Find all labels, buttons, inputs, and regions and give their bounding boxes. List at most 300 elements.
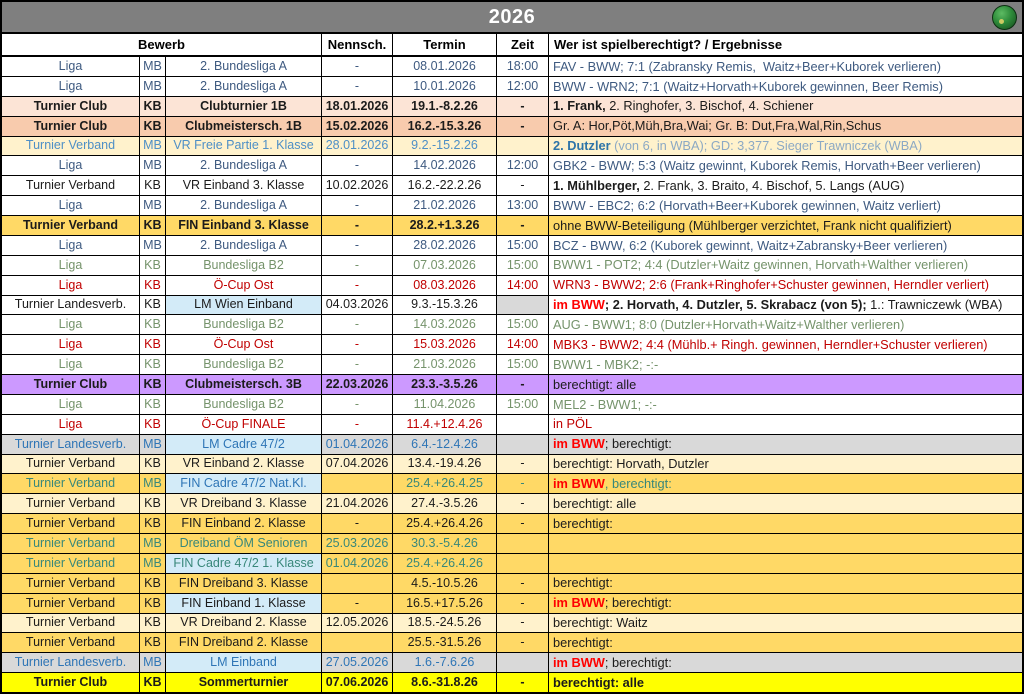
info-cell[interactable]	[549, 494, 1022, 513]
table-row	[2, 315, 1022, 335]
termin-cell[interactable]: 08.03.2026	[393, 276, 497, 295]
termin-cell[interactable]: 07.03.2026	[393, 256, 497, 275]
info-cell[interactable]	[549, 534, 1022, 553]
nennsch-cell[interactable]: -	[322, 196, 393, 215]
nennsch-cell[interactable]: 07.06.2026	[322, 673, 393, 692]
competition-cell[interactable]: Ö-Cup Ost	[166, 276, 322, 295]
type-cell[interactable]: KB	[140, 335, 166, 354]
bewerb-cell[interactable]: Turnier Landesverb.	[2, 435, 140, 454]
table-row	[2, 57, 1022, 77]
zeit-cell[interactable]	[497, 435, 549, 454]
table-row	[2, 77, 1022, 97]
zeit-cell[interactable]: -	[497, 375, 549, 394]
info-text-segment: 2. Ringhofer, 3. Bischof, 4. Schiener	[609, 98, 814, 114]
type-cell[interactable]: KB	[140, 455, 166, 474]
termin-cell[interactable]: 19.1.-8.2.26	[393, 97, 497, 116]
bewerb-cell[interactable]: Liga	[2, 315, 140, 334]
info-text-segment: BWW - WRN2; 7:1 (Waitz+Horvath+Kuborek gewinnen, Beer Remis)	[553, 78, 943, 94]
info-text-segment: berechtigt: alle	[553, 495, 637, 511]
type-cell[interactable]: KB	[140, 633, 166, 652]
zeit-cell[interactable]: 15:00	[497, 355, 549, 374]
termin-cell[interactable]: 1.6.-7.6.26	[393, 653, 497, 672]
bewerb-cell[interactable]: Turnier Club	[2, 117, 140, 136]
info-text-segment: (von 6, in WBA); GD: 3,377. Sieger Trawniczek (WBA)	[614, 138, 923, 154]
nennsch-cell[interactable]: -	[322, 594, 393, 613]
zeit-cell[interactable]: 12:00	[497, 156, 549, 175]
info-cell[interactable]	[549, 653, 1022, 672]
type-cell[interactable]: KB	[140, 256, 166, 275]
zeit-cell[interactable]: 15:00	[497, 315, 549, 334]
info-text-segment: ohne BWW-Beteiligung (Mühlberger verzichtet, Frank nicht qualifiziert)	[553, 217, 952, 233]
type-cell[interactable]: MB	[140, 474, 166, 493]
zeit-cell[interactable]: -	[497, 176, 549, 195]
termin-cell[interactable]: 25.4.+26.4.26	[393, 514, 497, 533]
zeit-cell[interactable]: -	[497, 474, 549, 493]
bewerb-cell[interactable]: Liga	[2, 355, 140, 374]
info-cell[interactable]	[549, 673, 1022, 692]
zeit-cell[interactable]: 15:00	[497, 236, 549, 255]
zeit-cell[interactable]: -	[497, 673, 549, 692]
competition-cell[interactable]: Clubmeistersch. 3B	[166, 375, 322, 394]
competition-cell[interactable]: Clubturnier 1B	[166, 97, 322, 116]
table-row	[2, 554, 1022, 574]
info-cell[interactable]	[549, 156, 1022, 175]
bewerb-cell[interactable]: Liga	[2, 256, 140, 275]
table-row	[2, 673, 1022, 692]
table-row	[2, 97, 1022, 117]
zeit-cell[interactable]: -	[497, 494, 549, 513]
info-text-segment: AUG - BWW1; 8:0 (Dutzler+Horvath+Waitz+Walther verlieren)	[553, 317, 905, 333]
info-cell[interactable]	[549, 216, 1022, 235]
table-row	[2, 614, 1022, 634]
table-row	[2, 653, 1022, 673]
nennsch-cell[interactable]: -	[322, 355, 393, 374]
termin-cell[interactable]: 14.02.2026	[393, 156, 497, 175]
zeit-cell[interactable]: 14:00	[497, 335, 549, 354]
termin-cell[interactable]: 9.3.-15.3.26	[393, 296, 497, 315]
nennsch-cell[interactable]: 07.04.2026	[322, 455, 393, 474]
info-text-segment: BWW1 - MBK2; -:-	[553, 356, 659, 372]
bewerb-cell[interactable]: Turnier Verband	[2, 474, 140, 493]
zeit-cell[interactable]: -	[497, 633, 549, 652]
nennsch-cell[interactable]: -	[322, 256, 393, 275]
termin-cell[interactable]: 10.01.2026	[393, 77, 497, 96]
competition-cell[interactable]: LM Cadre 47/2	[166, 435, 322, 454]
zeit-cell[interactable]: -	[497, 117, 549, 136]
competition-cell[interactable]: 2. Bundesliga A	[166, 236, 322, 255]
type-cell[interactable]: KB	[140, 494, 166, 513]
competition-cell[interactable]: 2. Bundesliga A	[166, 156, 322, 175]
info-text-segment: im BWW	[553, 595, 605, 611]
nennsch-cell[interactable]: 21.04.2026	[322, 494, 393, 513]
zeit-cell[interactable]: -	[497, 574, 549, 593]
termin-cell[interactable]: 8.6.-31.8.26	[393, 673, 497, 692]
info-text-segment: 1.: Trawniczewk (WBA)	[870, 297, 1003, 313]
table-row	[2, 276, 1022, 296]
bewerb-cell[interactable]: Turnier Verband	[2, 594, 140, 613]
nennsch-cell[interactable]: -	[322, 395, 393, 414]
nennsch-cell[interactable]: 22.03.2026	[322, 375, 393, 394]
info-cell[interactable]	[549, 415, 1022, 434]
table-row	[2, 534, 1022, 554]
competition-cell[interactable]: FIN Einband 3. Klasse	[166, 216, 322, 235]
competition-cell[interactable]: VR Dreiband 3. Klasse	[166, 494, 322, 513]
table-row	[2, 395, 1022, 415]
info-text-segment: berechtigt: alle	[553, 674, 645, 690]
info-cell[interactable]	[549, 196, 1022, 215]
info-text-segment: MBK3 - BWW2; 4:4 (Mühlb.+ Ringh. gewinnen, Herndler+Schuster verlieren)	[553, 336, 988, 352]
info-text-segment: , berechtigt:	[604, 476, 672, 492]
table-row	[2, 574, 1022, 594]
nennsch-cell[interactable]: 18.01.2026	[322, 97, 393, 116]
termin-cell[interactable]: 30.3.-5.4.26	[393, 534, 497, 553]
bewerb-cell[interactable]: Liga	[2, 395, 140, 414]
info-cell[interactable]	[549, 335, 1022, 354]
info-text-segment: berechtigt:	[553, 515, 613, 531]
bewerb-cell[interactable]: Liga	[2, 276, 140, 295]
competition-cell[interactable]: Sommerturnier	[166, 673, 322, 692]
type-cell[interactable]: KB	[140, 315, 166, 334]
type-cell[interactable]: KB	[140, 355, 166, 374]
info-cell[interactable]	[549, 97, 1022, 116]
bewerb-cell[interactable]: Turnier Verband	[2, 455, 140, 474]
zeit-cell[interactable]: 15:00	[497, 395, 549, 414]
year-banner	[2, 2, 1022, 34]
type-cell[interactable]: KB	[140, 117, 166, 136]
competition-cell[interactable]: Ö-Cup Ost	[166, 335, 322, 354]
table-row	[2, 474, 1022, 494]
info-text-segment: berechtigt: Horvath, Dutzler	[553, 456, 709, 472]
termin-cell[interactable]: 08.01.2026	[393, 57, 497, 76]
nennsch-cell[interactable]	[322, 474, 393, 493]
nennsch-cell[interactable]: 28.01.2026	[322, 137, 393, 156]
nennsch-cell[interactable]: 12.05.2026	[322, 614, 393, 633]
zeit-cell[interactable]: -	[497, 594, 549, 613]
termin-cell[interactable]: 9.2.-15.2.26	[393, 137, 497, 156]
zeit-cell[interactable]: -	[497, 614, 549, 633]
competition-cell[interactable]: VR Einband 3. Klasse	[166, 176, 322, 195]
termin-cell[interactable]: 16.2.-22.2.26	[393, 176, 497, 195]
termin-cell[interactable]: 21.02.2026	[393, 196, 497, 215]
info-cell[interactable]	[549, 395, 1022, 414]
info-cell[interactable]	[549, 435, 1022, 454]
termin-cell[interactable]: 6.4.-12.4.26	[393, 435, 497, 454]
type-cell[interactable]: KB	[140, 395, 166, 414]
termin-cell[interactable]: 14.03.2026	[393, 315, 497, 334]
zeit-cell[interactable]	[497, 554, 549, 573]
info-text-segment: im BWW	[553, 436, 605, 452]
zeit-cell[interactable]: 18:00	[497, 57, 549, 76]
bewerb-cell[interactable]: Turnier Landesverb.	[2, 296, 140, 315]
bewerb-cell[interactable]: Turnier Verband	[2, 216, 140, 235]
type-cell[interactable]: KB	[140, 276, 166, 295]
bewerb-cell[interactable]: Turnier Verband	[2, 614, 140, 633]
zeit-cell[interactable]: -	[497, 514, 549, 533]
type-cell[interactable]: MB	[140, 653, 166, 672]
info-cell[interactable]	[549, 315, 1022, 334]
bewerb-cell[interactable]: Turnier Club	[2, 673, 140, 692]
info-text-segment: ; berechtigt:	[604, 436, 672, 452]
info-cell[interactable]	[549, 296, 1022, 315]
bewerb-cell[interactable]: Turnier Verband	[2, 137, 140, 156]
type-cell[interactable]: KB	[140, 594, 166, 613]
info-cell[interactable]	[549, 355, 1022, 374]
termin-cell[interactable]: 18.5.-24.5.26	[393, 614, 497, 633]
bewerb-cell[interactable]: Turnier Club	[2, 375, 140, 394]
column-header-row	[2, 34, 1022, 57]
info-text-segment: im BWW	[553, 297, 605, 313]
competition-cell[interactable]: 2. Bundesliga A	[166, 57, 322, 76]
type-cell[interactable]: KB	[140, 415, 166, 434]
competition-cell[interactable]: LM Einband	[166, 653, 322, 672]
competition-cell[interactable]: Bundesliga B2	[166, 315, 322, 334]
termin-cell[interactable]: 27.4.-3.5.26	[393, 494, 497, 513]
bewerb-cell[interactable]: Turnier Verband	[2, 554, 140, 573]
info-text-segment: 1. Frank,	[553, 98, 610, 114]
zeit-cell[interactable]	[497, 534, 549, 553]
nennsch-cell[interactable]: 27.05.2026	[322, 653, 393, 672]
termin-cell[interactable]: 13.4.-19.4.26	[393, 455, 497, 474]
page-title: 2026	[488, 5, 536, 28]
info-text-segment: WRN3 - BWW2; 2:6 (Frank+Ringhofer+Schuster gewinnen, Herndler verliert)	[553, 277, 989, 293]
zeit-cell[interactable]: -	[497, 216, 549, 235]
competition-cell[interactable]: FIN Einband 1. Klasse	[166, 594, 322, 613]
info-text-segment: 2. Frank, 3. Braito, 4. Bischof, 5. Langs (AUG)	[643, 177, 905, 193]
info-text-segment: Gr. A: Hor,Pöt,Müh,Bra,Wai; Gr. B: Dut,Fra,Wal,Rin,Schus	[553, 118, 882, 134]
info-text-segment: berechtigt:	[553, 575, 613, 591]
info-cell[interactable]	[549, 236, 1022, 255]
info-text-segment: ; berechtigt:	[604, 654, 672, 670]
termin-cell[interactable]: 25.5.-31.5.26	[393, 633, 497, 652]
bewerb-cell[interactable]: Turnier Verband	[2, 176, 140, 195]
type-cell[interactable]: MB	[140, 77, 166, 96]
termin-cell[interactable]: 23.3.-3.5.26	[393, 375, 497, 394]
type-cell[interactable]: MB	[140, 156, 166, 175]
type-cell[interactable]: KB	[140, 514, 166, 533]
table-row	[2, 137, 1022, 157]
zeit-cell[interactable]	[497, 415, 549, 434]
info-text-segment: berechtigt:	[553, 635, 613, 651]
info-cell[interactable]	[549, 594, 1022, 613]
info-cell[interactable]	[549, 554, 1022, 573]
info-cell[interactable]	[549, 256, 1022, 275]
bewerb-cell[interactable]: Turnier Verband	[2, 514, 140, 533]
table-row	[2, 176, 1022, 196]
bewerb-cell[interactable]: Liga	[2, 57, 140, 76]
zeit-cell[interactable]: -	[497, 97, 549, 116]
zeit-cell[interactable]: 14:00	[497, 276, 549, 295]
table-row	[2, 117, 1022, 137]
type-cell[interactable]: KB	[140, 97, 166, 116]
bewerb-cell[interactable]: Liga	[2, 156, 140, 175]
nennsch-cell[interactable]: -	[322, 236, 393, 255]
competition-cell[interactable]: 2. Bundesliga A	[166, 196, 322, 215]
info-text-segment: BCZ - BWW, 6:2 (Kuborek gewinnt, Waitz+Zabransky+Beer verlieren)	[553, 237, 948, 253]
info-cell[interactable]	[549, 137, 1022, 156]
header-bewerb: Bewerb	[2, 34, 322, 55]
type-cell[interactable]: MB	[140, 137, 166, 156]
info-cell[interactable]	[549, 77, 1022, 96]
nennsch-cell[interactable]	[322, 574, 393, 593]
competition-cell[interactable]: FIN Cadre 47/2 1. Klasse	[166, 554, 322, 573]
info-cell[interactable]	[549, 633, 1022, 652]
info-cell[interactable]	[549, 574, 1022, 593]
bewerb-cell[interactable]: Turnier Landesverb.	[2, 653, 140, 672]
type-cell[interactable]: MB	[140, 554, 166, 573]
nennsch-cell[interactable]: 25.03.2026	[322, 534, 393, 553]
type-cell[interactable]: MB	[140, 57, 166, 76]
termin-cell[interactable]: 15.03.2026	[393, 335, 497, 354]
zeit-cell[interactable]: 15:00	[497, 256, 549, 275]
header-nennsch: Nennsch.	[322, 34, 393, 55]
table-row	[2, 375, 1022, 395]
nennsch-cell[interactable]: 10.02.2026	[322, 176, 393, 195]
info-cell[interactable]	[549, 57, 1022, 76]
termin-cell[interactable]: 25.4.+26.4.25	[393, 474, 497, 493]
bewerb-cell[interactable]: Turnier Club	[2, 97, 140, 116]
table-row	[2, 335, 1022, 355]
header-zeit: Zeit	[497, 34, 549, 55]
info-cell[interactable]	[549, 176, 1022, 195]
nennsch-cell[interactable]: -	[322, 315, 393, 334]
competition-cell[interactable]: VR Einband 2. Klasse	[166, 455, 322, 474]
info-cell[interactable]	[549, 117, 1022, 136]
bewerb-cell[interactable]: Turnier Verband	[2, 574, 140, 593]
termin-cell[interactable]: 4.5.-10.5.26	[393, 574, 497, 593]
type-cell[interactable]: KB	[140, 614, 166, 633]
nennsch-cell[interactable]: -	[322, 57, 393, 76]
table-row	[2, 455, 1022, 475]
info-text-segment: im BWW	[553, 654, 605, 670]
zeit-cell[interactable]	[497, 653, 549, 672]
bewerb-cell[interactable]: Liga	[2, 77, 140, 96]
table-row	[2, 435, 1022, 455]
bewerb-cell[interactable]: Turnier Verband	[2, 534, 140, 553]
table-row	[2, 594, 1022, 614]
competition-cell[interactable]: LM Wien Einband	[166, 296, 322, 315]
termin-cell[interactable]: 25.4.+26.4.26	[393, 554, 497, 573]
info-cell[interactable]	[549, 455, 1022, 474]
competition-cell[interactable]: Bundesliga B2	[166, 395, 322, 414]
type-cell[interactable]: KB	[140, 216, 166, 235]
type-cell[interactable]: MB	[140, 196, 166, 215]
info-text-segment: ; 2. Horvath, 4. Dutzler, 5. Skrabacz (von 5);	[604, 297, 871, 313]
competition-cell[interactable]: Clubmeistersch. 1B	[166, 117, 322, 136]
table-row	[2, 216, 1022, 236]
competition-cell[interactable]: Bundesliga B2	[166, 256, 322, 275]
table-row	[2, 296, 1022, 316]
nennsch-cell[interactable]: -	[322, 216, 393, 235]
table-body	[2, 57, 1022, 692]
table-row	[2, 355, 1022, 375]
type-cell[interactable]: MB	[140, 435, 166, 454]
nennsch-cell[interactable]: -	[322, 514, 393, 533]
termin-cell[interactable]: 11.4.+12.4.26	[393, 415, 497, 434]
nennsch-cell[interactable]: -	[322, 276, 393, 295]
nennsch-cell[interactable]	[322, 633, 393, 652]
competition-cell[interactable]: Dreiband ÖM Senioren	[166, 534, 322, 553]
competition-cell[interactable]: FIN Dreiband 3. Klasse	[166, 574, 322, 593]
nennsch-cell[interactable]: 01.04.2026	[322, 435, 393, 454]
bewerb-cell[interactable]: Liga	[2, 415, 140, 434]
competition-cell[interactable]: Bundesliga B2	[166, 355, 322, 374]
info-text-segment: FAV - BWW; 7:1 (Zabransky Remis, Waitz+Beer+Kuborek verlieren)	[553, 58, 942, 74]
nennsch-cell[interactable]: 15.02.2026	[322, 117, 393, 136]
bewerb-cell[interactable]: Liga	[2, 236, 140, 255]
info-text-segment: berechtigt: alle	[553, 376, 637, 392]
info-cell[interactable]	[549, 375, 1022, 394]
table-row	[2, 494, 1022, 514]
competition-cell[interactable]: FIN Cadre 47/2 Nat.Kl.	[166, 474, 322, 493]
type-cell[interactable]: MB	[140, 236, 166, 255]
termin-cell[interactable]: 28.2.+1.3.26	[393, 216, 497, 235]
type-cell[interactable]: KB	[140, 574, 166, 593]
nennsch-cell[interactable]: -	[322, 415, 393, 434]
zeit-cell[interactable]: 12:00	[497, 77, 549, 96]
nennsch-cell[interactable]: 04.03.2026	[322, 296, 393, 315]
info-cell[interactable]	[549, 474, 1022, 493]
nennsch-cell[interactable]: -	[322, 156, 393, 175]
info-text-segment: GBK2 - BWW; 5:3 (Waitz gewinnt, Kuborek Remis, Horvath+Beer verlieren)	[553, 158, 981, 174]
type-cell[interactable]: MB	[140, 534, 166, 553]
termin-cell[interactable]: 28.02.2026	[393, 236, 497, 255]
info-cell[interactable]	[549, 614, 1022, 633]
bewerb-cell[interactable]: Turnier Verband	[2, 633, 140, 652]
competition-cell[interactable]: FIN Einband 2. Klasse	[166, 514, 322, 533]
competition-cell[interactable]: 2. Bundesliga A	[166, 77, 322, 96]
info-text-segment: ; berechtigt:	[604, 595, 672, 611]
competition-cell[interactable]: VR Freie Partie 1. Klasse	[166, 137, 322, 156]
termin-cell[interactable]: 16.2.-15.3.26	[393, 117, 497, 136]
bewerb-cell[interactable]: Liga	[2, 335, 140, 354]
table-row	[2, 633, 1022, 653]
type-cell[interactable]: KB	[140, 176, 166, 195]
zeit-cell[interactable]	[497, 296, 549, 315]
zeit-cell[interactable]	[497, 137, 549, 156]
info-cell[interactable]	[549, 514, 1022, 533]
type-cell[interactable]: KB	[140, 375, 166, 394]
type-cell[interactable]: KB	[140, 296, 166, 315]
table-row	[2, 156, 1022, 176]
type-cell[interactable]: KB	[140, 673, 166, 692]
termin-cell[interactable]: 16.5.+17.5.26	[393, 594, 497, 613]
info-text-segment: BWW1 - POT2; 4:4 (Dutzler+Waitz gewinnen, Horvath+Walther verlieren)	[553, 257, 969, 273]
competition-cell[interactable]: VR Dreiband 2. Klasse	[166, 614, 322, 633]
header-info: Wer ist spielberechtigt? / Ergebnisse	[554, 36, 783, 52]
bewerb-cell[interactable]: Turnier Verband	[2, 494, 140, 513]
nennsch-cell[interactable]: -	[322, 335, 393, 354]
nennsch-cell[interactable]: 01.04.2026	[322, 554, 393, 573]
table-row	[2, 256, 1022, 276]
bewerb-cell[interactable]: Liga	[2, 196, 140, 215]
nennsch-cell[interactable]: -	[322, 77, 393, 96]
termin-cell[interactable]: 21.03.2026	[393, 355, 497, 374]
competition-cell[interactable]: FIN Dreiband 2. Klasse	[166, 633, 322, 652]
info-text-segment: in PÖL	[553, 416, 593, 432]
info-text-segment: MEL2 - BWW1; -:-	[553, 396, 657, 412]
green-ball-icon	[992, 5, 1017, 30]
table-row	[2, 196, 1022, 216]
header-termin: Termin	[393, 34, 497, 55]
termin-cell[interactable]: 11.04.2026	[393, 395, 497, 414]
table-row	[2, 514, 1022, 534]
zeit-cell[interactable]: 13:00	[497, 196, 549, 215]
info-text-segment: berechtigt: Waitz	[553, 615, 648, 631]
table-row	[2, 236, 1022, 256]
competition-cell[interactable]: Ö-Cup FINALE	[166, 415, 322, 434]
zeit-cell[interactable]: -	[497, 455, 549, 474]
info-cell[interactable]	[549, 276, 1022, 295]
